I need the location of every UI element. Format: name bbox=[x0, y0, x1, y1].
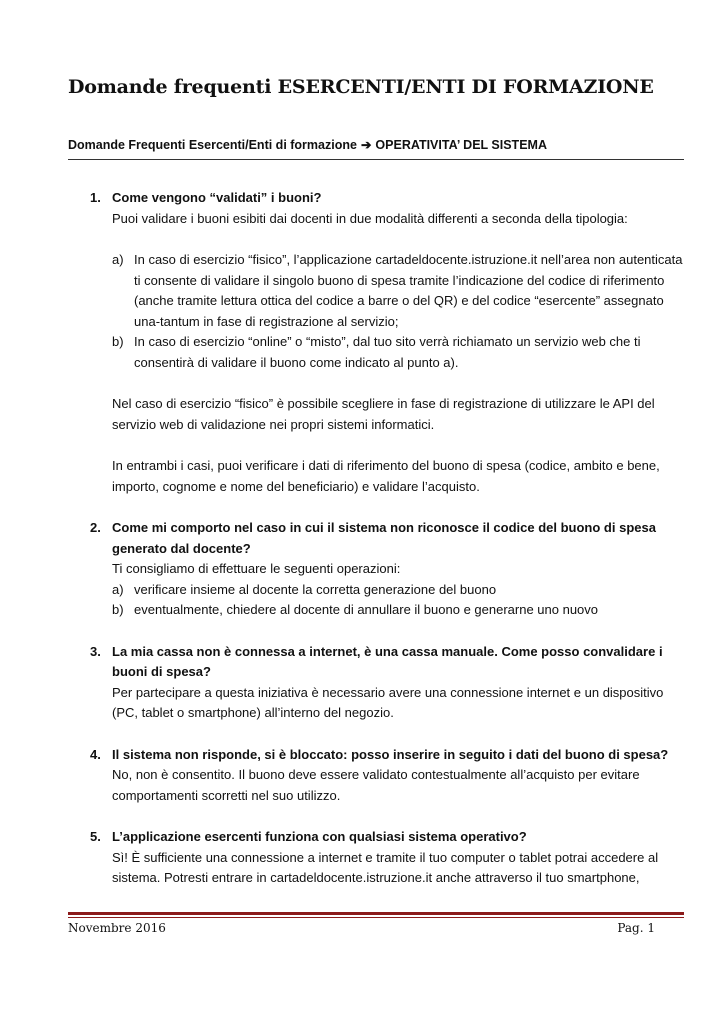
faq-question: La mia cassa non è connessa a internet, è una cassa manuale. Come posso convalidare i buoni di spesa? bbox=[112, 643, 663, 679]
faq-number: 2. bbox=[90, 520, 101, 535]
faq-question: Come mi comporto nel caso in cui il sistema non riconosce il codice del buono di spesa generato dal docente? bbox=[112, 520, 656, 556]
subitem-letter: b) bbox=[112, 334, 124, 349]
faq-paragraph: In entrambi i casi, puoi verificare i dati di riferimento del buono di spesa (codice, ambito e bene, importo, cognome e nome del beneficiario) e validare l’acquisto. bbox=[112, 458, 660, 494]
faq-item-5 bbox=[90, 827, 690, 889]
faq-answer: Sì! È sufficiente una connessione a internet e tramite il tuo computer o tablet potrai accedere al sistema. Potresti entrare in cartadeldocente.istruzione.it anche attraverso il tuo smartphone, bbox=[112, 849, 659, 885]
arrow-right-icon: ➔ bbox=[360, 138, 372, 152]
faq-answer-intro: Ti consigliamo di effettuare le seguenti operazioni: bbox=[112, 561, 401, 576]
faq-number: 5. bbox=[90, 829, 101, 844]
footer-date: Novembre 2016 bbox=[68, 921, 166, 935]
faq-item-3 bbox=[90, 642, 690, 724]
subitem-letter: a) bbox=[112, 252, 124, 267]
subitem-text: verificare insieme al docente la corretta generazione del buono bbox=[134, 581, 497, 597]
faq-question: L’applicazione esercenti funziona con qualsiasi sistema operativo? bbox=[112, 829, 527, 844]
faq-list bbox=[90, 188, 690, 889]
faq-subitem bbox=[112, 332, 690, 373]
section-header bbox=[68, 137, 684, 160]
footer-divider-thin bbox=[68, 917, 684, 918]
faq-item-2 bbox=[90, 518, 690, 621]
faq-subitem bbox=[112, 600, 690, 621]
faq-subitem bbox=[112, 250, 690, 332]
document-title: Domande frequenti ESERCENTI/ENTI DI FORMAZIONE bbox=[68, 76, 654, 98]
section-header-left: Domande Frequenti Esercenti/Enti di formazione bbox=[68, 138, 357, 152]
subitem-text: eventualmente, chiedere al docente di annullare il buono e generarne uno nuovo bbox=[134, 602, 599, 617]
faq-question: Il sistema non risponde, si è bloccato: posso inserire in seguito i dati del buono di spesa? bbox=[112, 746, 669, 762]
faq-answer-intro: Puoi validare i buoni esibiti dai docenti in due modalità differenti a seconda della tipologia: bbox=[112, 210, 628, 226]
faq-number: 1. bbox=[90, 190, 101, 205]
faq-question: Come vengono “validati” i buoni? bbox=[112, 190, 322, 205]
faq-answer: No, non è consentito. Il buono deve essere validato contestualmente all’acquisto per evitare comportamenti scorretti nel suo utilizzo. bbox=[112, 767, 640, 803]
faq-subitem bbox=[112, 580, 690, 601]
footer-divider-thick bbox=[68, 912, 684, 915]
section-header-right: OPERATIVITA’ DEL SISTEMA bbox=[375, 138, 547, 152]
faq-answer: Per partecipare a questa iniziativa è necessario avere una connessione internet e un dispositivo (PC, tablet o smartphone) all’interno del negozio. bbox=[112, 684, 664, 720]
subitem-text: In caso di esercizio “online” o “misto”, dal tuo sito verrà richiamato un servizio web che ti consentirà di validare il buono come indicato al punto a). bbox=[134, 334, 641, 370]
faq-number: 3. bbox=[90, 643, 101, 659]
faq-number: 4. bbox=[90, 746, 101, 762]
subitem-letter: b) bbox=[112, 602, 124, 617]
footer-page-number: Pag. 1 bbox=[617, 921, 655, 935]
faq-item-4 bbox=[90, 745, 690, 807]
subitem-letter: a) bbox=[112, 581, 124, 597]
faq-item-1 bbox=[90, 188, 690, 497]
faq-paragraph: Nel caso di esercizio “fisico” è possibile scegliere in fase di registrazione di utilizzare le API del servizio web di validazione nei propri sistemi informatici. bbox=[112, 396, 655, 432]
subitem-text: In caso di esercizio “fisico”, l’applicazione cartadeldocente.istruzione.it nell’area non autenticata ti consente di validare il singolo buono di spesa tramite l’indicazione del codice di riferimento (anche tramite lettura ottica del codice a barre o del QR) e del codice “esercente” assegnato una-tantum in fase di registrazione al servizio; bbox=[134, 252, 683, 329]
